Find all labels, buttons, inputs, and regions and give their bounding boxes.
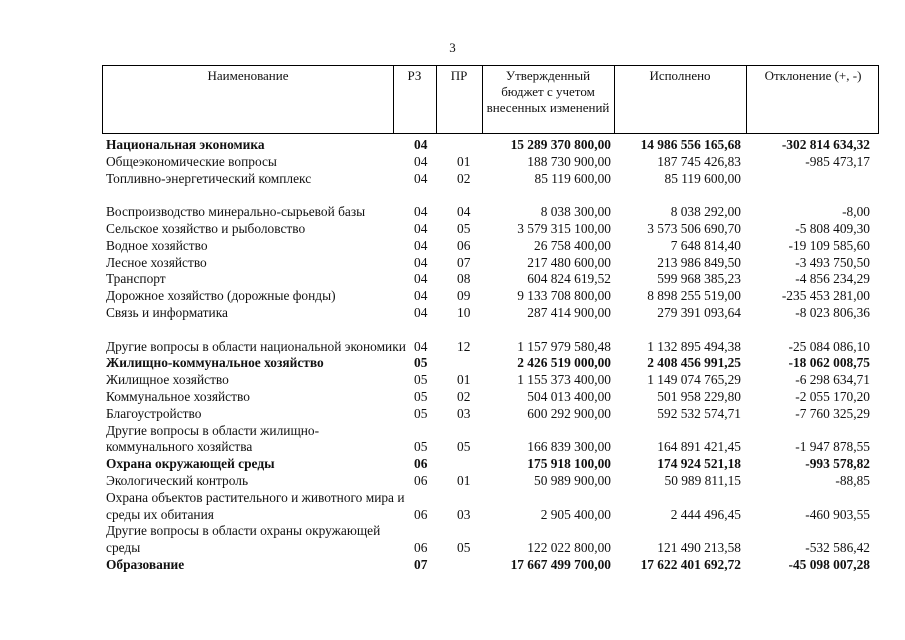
section-row bbox=[0, 355, 905, 372]
header-rz: РЗ bbox=[407, 68, 422, 83]
row-name: Национальная экономика bbox=[106, 137, 265, 152]
table-row bbox=[0, 305, 905, 322]
table-row bbox=[0, 187, 905, 221]
row-rz: 04 bbox=[414, 204, 428, 220]
row-budget: 122 022 800,00 bbox=[527, 540, 611, 556]
row-rz: 04 bbox=[414, 304, 428, 320]
row-name: Водное хозяйство bbox=[106, 237, 208, 253]
table-row bbox=[0, 523, 905, 557]
row-deviation: -8 023 806,36 bbox=[795, 304, 870, 320]
section-row bbox=[0, 557, 905, 574]
row-executed: 1 149 074 765,29 bbox=[647, 372, 741, 388]
row-budget: 2 905 400,00 bbox=[540, 506, 611, 522]
row-budget: 287 414 900,00 bbox=[527, 304, 611, 320]
header-executed: Исполнено bbox=[649, 68, 711, 83]
row-pr: 05 bbox=[457, 540, 471, 556]
row-rz: 04 bbox=[414, 271, 428, 287]
row-rz: 06 bbox=[414, 472, 428, 488]
row-pr: 08 bbox=[457, 271, 471, 287]
row-pr: 04 bbox=[457, 204, 471, 220]
row-name: Благоустройство bbox=[106, 405, 202, 421]
row-deviation: -993 578,82 bbox=[805, 456, 870, 472]
row-name: Сельское хозяйство и рыболовство bbox=[106, 220, 306, 236]
row-deviation: -18 062 008,75 bbox=[788, 355, 870, 371]
row-pr: 01 bbox=[457, 372, 471, 388]
row-deviation: -5 808 409,30 bbox=[795, 220, 870, 236]
row-deviation: -302 814 634,32 bbox=[781, 137, 870, 152]
row-name: Связь и информатика bbox=[106, 304, 228, 320]
row-rz: 05 bbox=[414, 388, 428, 404]
header-deviation: Отклонение (+, -) bbox=[764, 68, 862, 83]
row-budget: 17 667 499 700,00 bbox=[510, 556, 611, 572]
table-row bbox=[0, 389, 905, 406]
row-budget: 8 038 300,00 bbox=[540, 204, 611, 220]
row-pr: 02 bbox=[457, 388, 471, 404]
row-deviation: -2 055 170,20 bbox=[795, 388, 870, 404]
row-executed: 1 132 895 494,38 bbox=[647, 338, 741, 354]
row-name: Охрана окружающей среды bbox=[106, 456, 275, 472]
row-pr: 03 bbox=[457, 405, 471, 421]
row-name: Лесное хозяйство bbox=[106, 254, 207, 270]
row-deviation: -1 947 878,55 bbox=[795, 439, 870, 455]
row-budget: 15 289 370 800,00 bbox=[510, 137, 611, 152]
row-executed: 187 745 426,83 bbox=[657, 153, 741, 169]
row-pr: 01 bbox=[457, 472, 471, 488]
row-deviation: -7 760 325,29 bbox=[795, 405, 870, 421]
row-pr: 12 bbox=[457, 338, 471, 354]
row-name: Образование bbox=[106, 556, 185, 572]
row-executed: 2 408 456 991,25 bbox=[647, 355, 741, 371]
table-header bbox=[102, 65, 879, 134]
row-name: Коммунальное хозяйство bbox=[106, 388, 250, 404]
row-pr: 05 bbox=[457, 439, 471, 455]
row-budget: 9 133 708 800,00 bbox=[517, 288, 611, 304]
section-row bbox=[0, 137, 905, 154]
row-name: Топливно-энергетический комплекс bbox=[106, 170, 312, 186]
row-deviation: -25 084 086,10 bbox=[788, 338, 870, 354]
row-rz: 07 bbox=[414, 556, 428, 572]
row-deviation: -532 586,42 bbox=[805, 540, 870, 556]
row-rz: 04 bbox=[414, 338, 428, 354]
row-executed: 85 119 600,00 bbox=[664, 170, 741, 186]
table-row bbox=[0, 322, 905, 356]
table-row bbox=[0, 255, 905, 272]
row-name: Общеэкономические вопросы bbox=[106, 153, 277, 169]
row-deviation: -19 109 585,60 bbox=[788, 237, 870, 253]
table-row bbox=[0, 271, 905, 288]
row-executed: 50 989 811,15 bbox=[664, 472, 741, 488]
row-name: Другие вопросы в области национальной экономики bbox=[106, 338, 406, 354]
row-executed: 501 958 229,80 bbox=[657, 388, 741, 404]
row-deviation: -235 453 281,00 bbox=[781, 288, 870, 304]
table-row bbox=[0, 490, 905, 524]
row-pr: 09 bbox=[457, 288, 471, 304]
row-executed: 279 391 093,64 bbox=[657, 304, 741, 320]
row-budget: 1 155 373 400,00 bbox=[517, 372, 611, 388]
row-budget: 600 292 900,00 bbox=[527, 405, 611, 421]
row-name: Охрана объектов растительного и животного мира и среды их обитания bbox=[106, 489, 405, 522]
row-executed: 3 573 506 690,70 bbox=[647, 220, 741, 236]
row-deviation: -4 856 234,29 bbox=[795, 271, 870, 287]
row-pr: 03 bbox=[457, 506, 471, 522]
row-name: Жилищно-коммунальное хозяйство bbox=[106, 355, 324, 371]
row-pr: 10 bbox=[457, 304, 471, 320]
table-row bbox=[0, 406, 905, 423]
row-deviation: -3 493 750,50 bbox=[795, 254, 870, 270]
row-budget: 3 579 315 100,00 bbox=[517, 220, 611, 236]
row-executed: 8 038 292,00 bbox=[670, 204, 741, 220]
table-row bbox=[0, 221, 905, 238]
row-rz: 05 bbox=[414, 439, 428, 455]
row-budget: 217 480 600,00 bbox=[527, 254, 611, 270]
row-budget: 50 989 900,00 bbox=[534, 472, 611, 488]
row-pr: 02 bbox=[457, 170, 471, 186]
row-name: Другие вопросы в области охраны окружающей среды bbox=[106, 523, 381, 556]
table-row bbox=[0, 238, 905, 255]
row-executed: 174 924 521,18 bbox=[657, 456, 741, 472]
row-name: Воспроизводство минерально-сырьевой базы bbox=[106, 204, 366, 220]
row-budget: 85 119 600,00 bbox=[534, 170, 611, 186]
row-rz: 04 bbox=[414, 288, 428, 304]
row-executed: 213 986 849,50 bbox=[657, 254, 741, 270]
row-rz: 04 bbox=[414, 170, 428, 186]
row-name: Жилищное хозяйство bbox=[106, 372, 229, 388]
row-executed: 8 898 255 519,00 bbox=[647, 288, 741, 304]
row-deviation: -8,00 bbox=[842, 204, 870, 220]
section-row bbox=[0, 456, 905, 473]
table-row bbox=[0, 154, 905, 171]
row-executed: 14 986 556 165,68 bbox=[640, 137, 741, 152]
row-budget: 604 824 619,52 bbox=[527, 271, 611, 287]
row-budget: 1 157 979 580,48 bbox=[517, 338, 611, 354]
row-name: Дорожное хозяйство (дорожные фонды) bbox=[106, 288, 336, 304]
row-deviation: -88,85 bbox=[835, 472, 870, 488]
row-budget: 26 758 400,00 bbox=[534, 237, 611, 253]
header-name: Наименование bbox=[207, 68, 289, 83]
row-executed: 599 968 385,23 bbox=[657, 271, 741, 287]
row-deviation: -45 098 007,28 bbox=[788, 556, 870, 572]
table-row bbox=[0, 171, 905, 188]
row-rz: 06 bbox=[414, 506, 428, 522]
row-budget: 188 730 900,00 bbox=[527, 153, 611, 169]
row-pr: 01 bbox=[457, 153, 471, 169]
row-budget: 175 918 100,00 bbox=[527, 456, 611, 472]
header-pr: ПР bbox=[450, 68, 468, 83]
row-rz: 04 bbox=[414, 254, 428, 270]
table-row bbox=[0, 372, 905, 389]
page-number: 3 bbox=[449, 40, 456, 55]
table-row bbox=[0, 473, 905, 490]
row-deviation: -6 298 634,71 bbox=[795, 372, 870, 388]
row-rz: 04 bbox=[414, 237, 428, 253]
row-executed: 17 622 401 692,72 bbox=[640, 556, 741, 572]
row-name: Другие вопросы в области жилищно-коммунального хозяйства bbox=[106, 422, 320, 455]
row-deviation: -985 473,17 bbox=[805, 153, 870, 169]
header-budget: Утвержденный бюджет с учетом внесенных изменений bbox=[486, 68, 610, 115]
row-rz: 04 bbox=[414, 153, 428, 169]
row-rz: 06 bbox=[414, 456, 428, 472]
row-executed: 121 490 213,58 bbox=[657, 540, 741, 556]
table-row bbox=[0, 423, 905, 457]
table-row bbox=[0, 288, 905, 305]
row-rz: 04 bbox=[414, 220, 428, 236]
row-name: Экологический контроль bbox=[106, 472, 249, 488]
row-pr: 06 bbox=[457, 237, 471, 253]
row-rz: 04 bbox=[414, 137, 428, 152]
row-executed: 592 532 574,71 bbox=[657, 405, 741, 421]
row-pr: 07 bbox=[457, 254, 471, 270]
row-pr: 05 bbox=[457, 220, 471, 236]
table-body bbox=[0, 137, 905, 574]
row-deviation: -460 903,55 bbox=[805, 506, 870, 522]
row-executed: 2 444 496,45 bbox=[670, 506, 741, 522]
row-budget: 2 426 519 000,00 bbox=[517, 355, 611, 371]
row-executed: 7 648 814,40 bbox=[670, 237, 741, 253]
row-rz: 06 bbox=[414, 540, 428, 556]
row-rz: 05 bbox=[414, 372, 428, 388]
row-rz: 05 bbox=[414, 405, 428, 421]
row-budget: 504 013 400,00 bbox=[527, 388, 611, 404]
row-executed: 164 891 421,45 bbox=[657, 439, 741, 455]
row-name: Транспорт bbox=[106, 271, 166, 287]
row-rz: 05 bbox=[414, 355, 428, 371]
row-budget: 166 839 300,00 bbox=[527, 439, 611, 455]
